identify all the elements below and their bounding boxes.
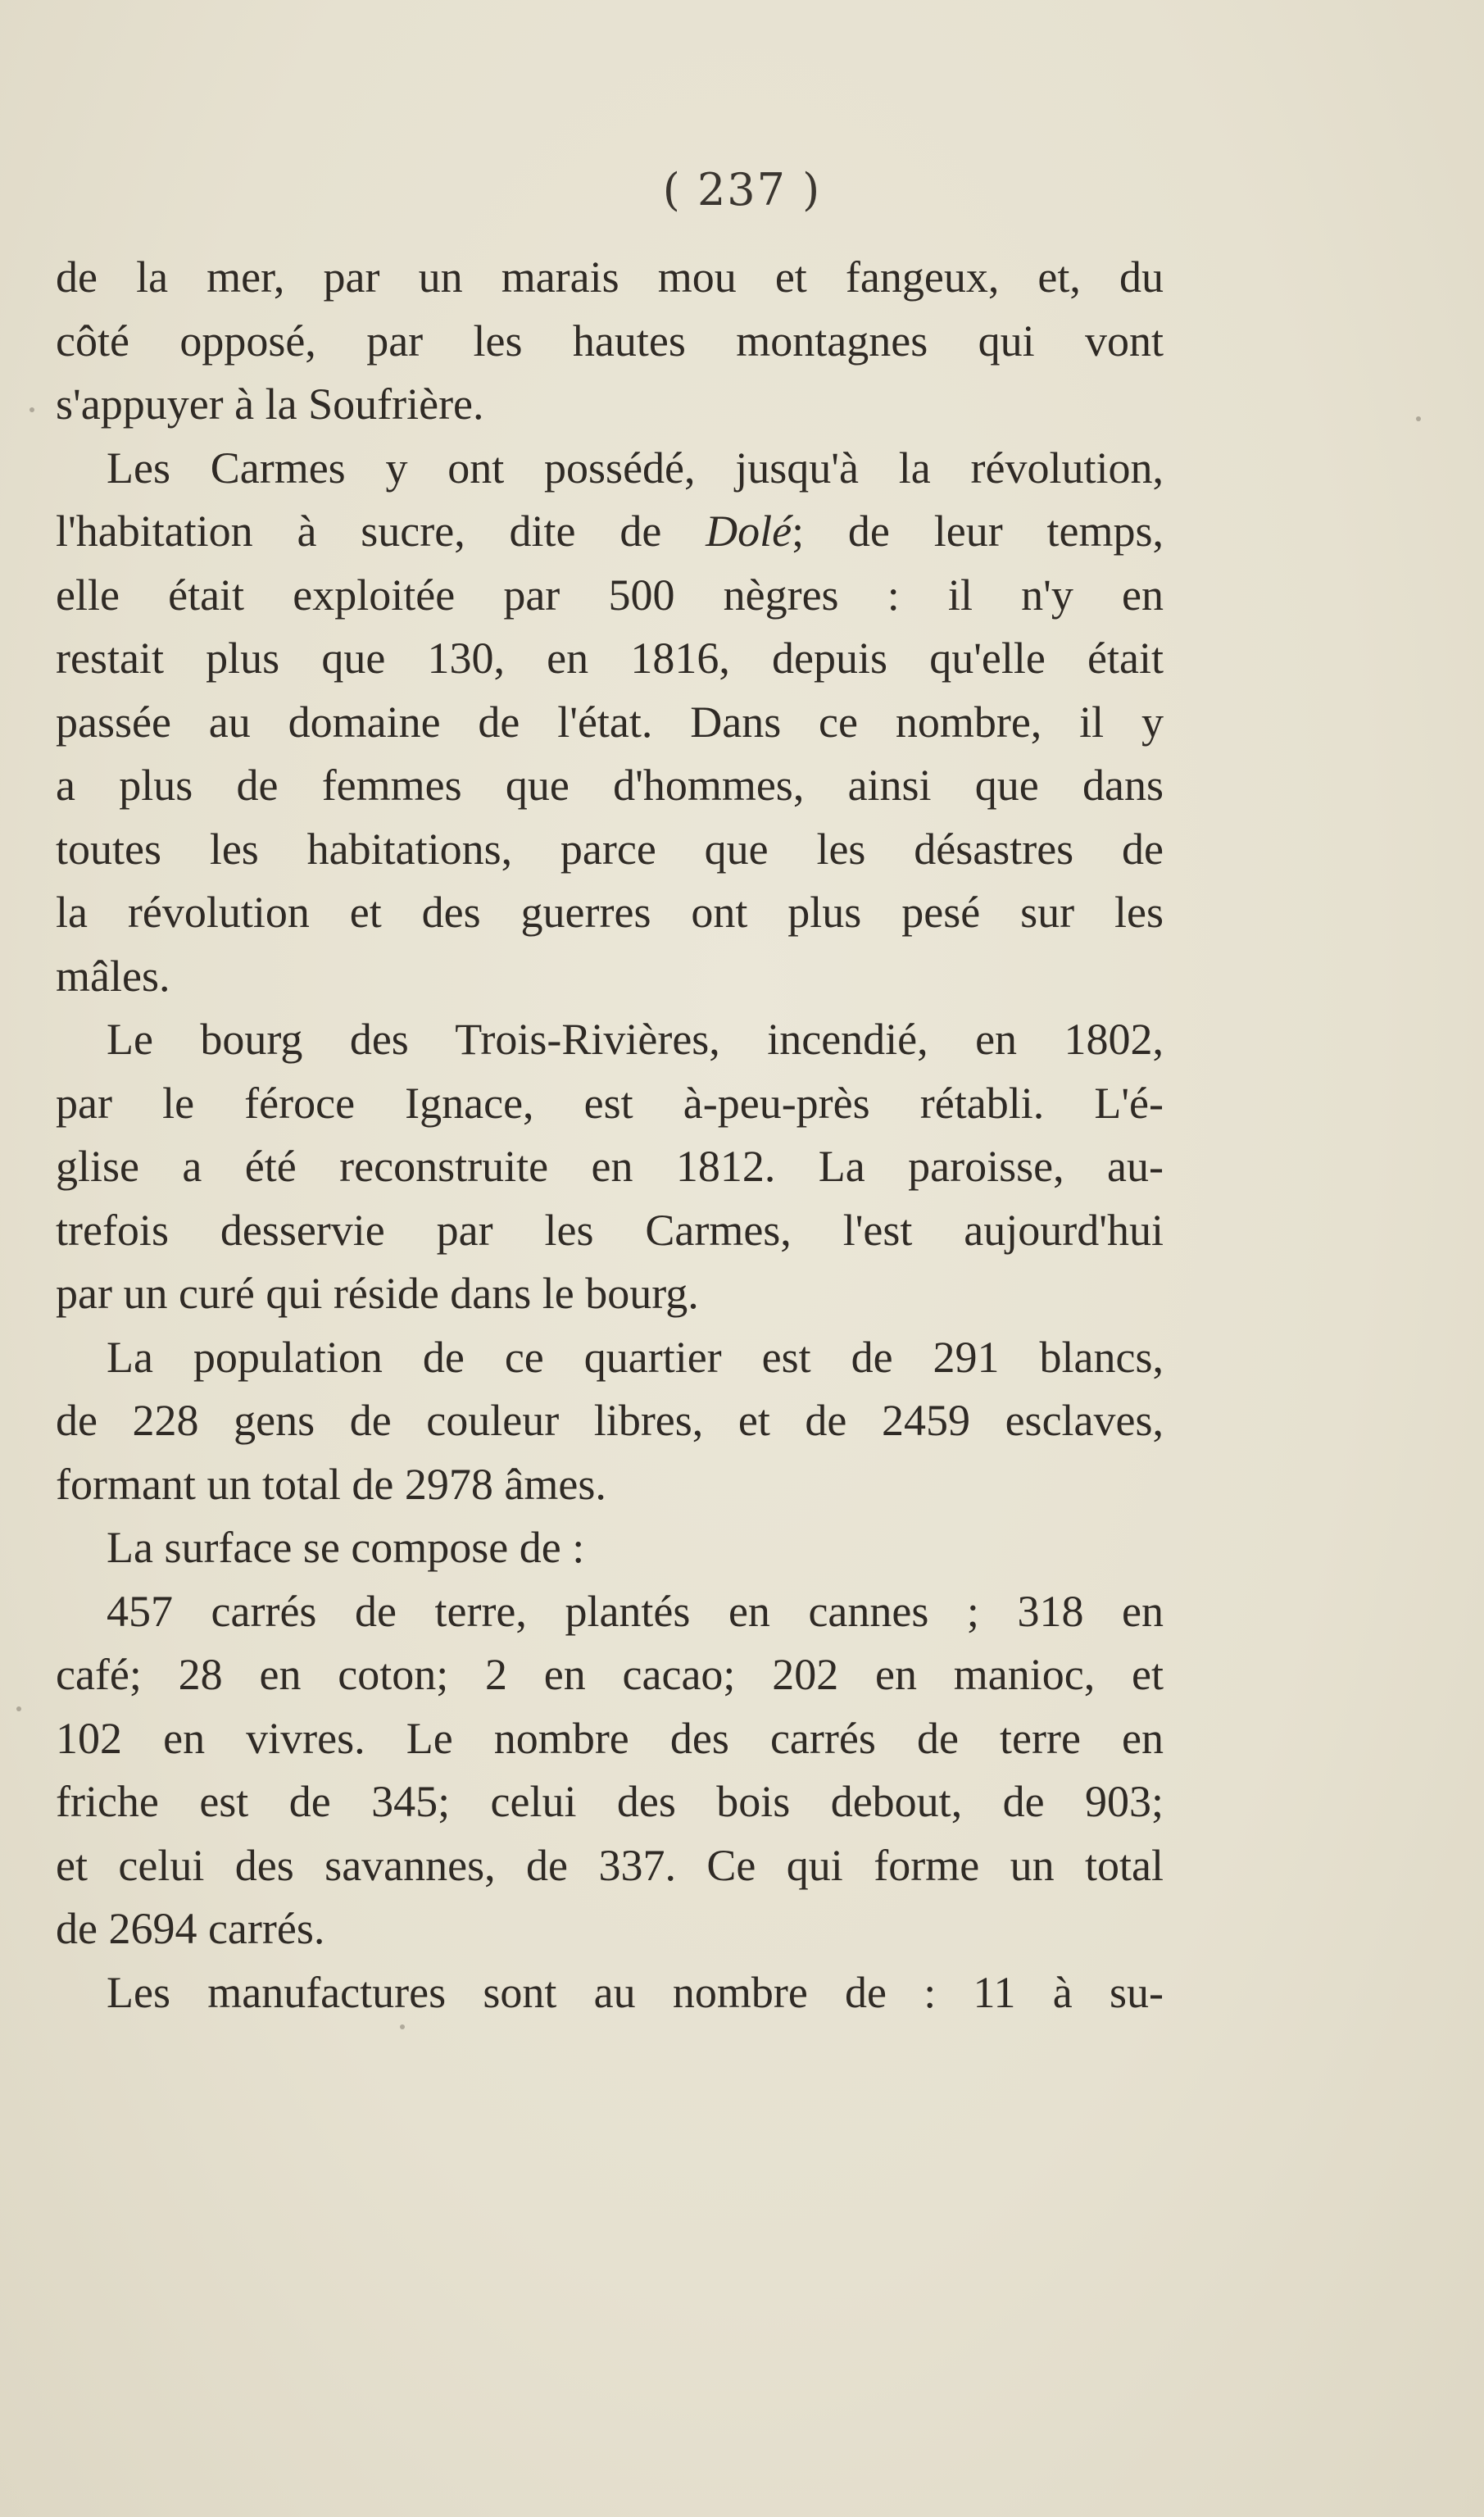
text-line: restait plus que 130, en 1816, depuis qu'elle était bbox=[56, 634, 1164, 683]
paper-speck bbox=[1416, 416, 1421, 421]
text-line: elle était exploitée par 500 nègres : il n'y en bbox=[56, 570, 1164, 620]
text-line: de 228 gens de couleur libres, et de 2459 esclaves, bbox=[56, 1396, 1164, 1445]
paper-speck bbox=[29, 407, 34, 412]
text-line: trefois desservie par les Carmes, l'est aujourd'hui bbox=[56, 1205, 1164, 1255]
paper-speck bbox=[16, 1706, 21, 1711]
text-line: côté opposé, par les hautes montagnes qui vont bbox=[56, 316, 1164, 366]
text-line: a plus de femmes que d'hommes, ainsi que dans bbox=[56, 761, 1164, 810]
text-line: 102 en vivres. Le nombre des carrés de terre en bbox=[56, 1713, 1164, 1763]
text-line: par le féroce Ignace, est à-peu-près rétabli. L'é- bbox=[56, 1078, 1164, 1128]
text-line: la révolution et des guerres ont plus pesé sur les bbox=[56, 888, 1164, 937]
text-line: et celui des savannes, de 337. Ce qui forme un total bbox=[56, 1840, 1164, 1890]
text-line: Le bourg des Trois-Rivières, incendié, en 1802, bbox=[107, 1015, 1164, 1064]
text-line: toutes les habitations, parce que les désastres de bbox=[56, 824, 1164, 874]
text-line: l'habitation à sucre, dite de Dolé; de leur temps, bbox=[56, 507, 1164, 556]
text-line: formant un total de 2978 âmes. bbox=[56, 1459, 606, 1509]
text-line: friche est de 345; celui des bois debout, de 903; bbox=[56, 1777, 1164, 1826]
text-line: mâles. bbox=[56, 951, 170, 1001]
text-line: de 2694 carrés. bbox=[56, 1904, 325, 1953]
text-line: par un curé qui réside dans le bourg. bbox=[56, 1269, 699, 1318]
text-line: s'appuyer à la Soufrière. bbox=[56, 379, 484, 429]
text-line: La population de ce quartier est de 291 blancs, bbox=[107, 1332, 1164, 1382]
text-line: passée au domaine de l'état. Dans ce nombre, il y bbox=[56, 697, 1164, 747]
text-line: 457 carrés de terre, plantés en cannes ; 318 en bbox=[107, 1586, 1164, 1636]
text-line: de la mer, par un marais mou et fangeux, et, du bbox=[56, 252, 1164, 302]
text-line: café; 28 en coton; 2 en cacao; 202 en manioc, et bbox=[56, 1650, 1164, 1699]
text-line: Les Carmes y ont possédé, jusqu'à la révolution, bbox=[107, 443, 1164, 493]
text-line: La surface se compose de : bbox=[107, 1523, 585, 1572]
italic-term: Dolé bbox=[706, 507, 792, 556]
text-line: glise a été reconstruite en 1812. La paroisse, au- bbox=[56, 1142, 1164, 1191]
paper-speck bbox=[400, 2024, 405, 2029]
body-text bbox=[56, 246, 1164, 2024]
text-line: Les manufactures sont au nombre de : 11 à su- bbox=[107, 1967, 1164, 2017]
page-number: ( 237 ) bbox=[662, 164, 822, 216]
